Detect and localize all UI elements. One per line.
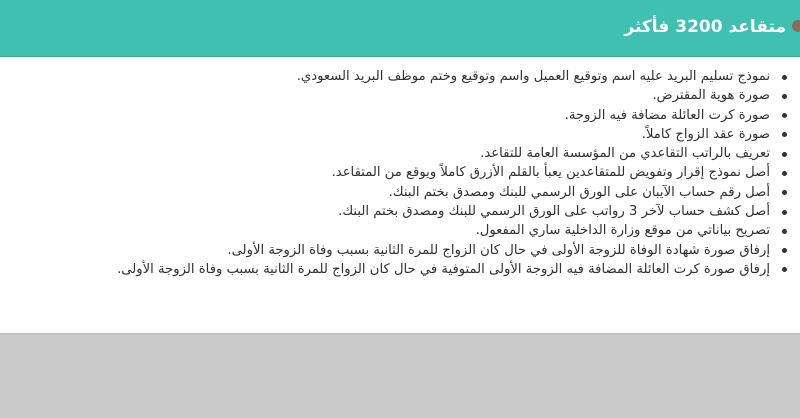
header-dot-icon (792, 20, 800, 32)
list-item (0, 221, 800, 240)
list-item (0, 144, 800, 163)
bullet-icon (782, 210, 787, 215)
bullet-icon (782, 190, 787, 195)
card-title: متقاعد 3200 فأكثر (624, 17, 786, 37)
list-item-text: إرفاق صورة شهادة الوفاة للزوجة الأولى في حال كان الزواج للمرة الثانية بسبب وفاة الزوجة الأولى. (227, 242, 770, 258)
list-item-text: أصل كشف حساب لآخر 3 رواتب على الورق الرسمي للبنك ومصدق بختم البنك. (338, 204, 770, 220)
list-item-text: أصل نموذج إقرار وتفويض للمتقاعدين يعبأ بالقلم الأزرق كاملاً ويوقع من المتقاعد. (331, 165, 770, 181)
list-item-text: تصريح بياناتي من موقع وزارة الداخلية ساري المفعول. (475, 223, 770, 239)
list-item (0, 67, 800, 86)
list-item-text: صورة هوية المقترض. (652, 88, 770, 104)
list-item (0, 260, 800, 279)
list-item-text: نموذج تسليم البريد عليه اسم وتوقيع العميل واسم وتوقيع وختم موظف البريد السعودي. (296, 69, 770, 84)
list-item-text: أصل رقم حساب الآيبان على الورق الرسمي للبنك ومصدق بختم البنك. (388, 184, 770, 200)
list-item (0, 202, 800, 221)
list-item (0, 125, 800, 144)
card-header (0, 0, 800, 57)
list-item (0, 163, 800, 182)
bullet-icon (782, 229, 787, 234)
bullet-icon (782, 171, 787, 176)
list-item-text: صورة عقد الزواج كاملاً. (641, 126, 770, 142)
list-item (0, 241, 800, 260)
list-item (0, 106, 800, 125)
list-item (0, 183, 800, 202)
bullet-icon (782, 113, 787, 118)
bullet-icon (782, 132, 787, 137)
bullet-icon (782, 267, 787, 272)
list-item (0, 86, 800, 105)
bullet-icon (782, 75, 787, 80)
list-item-text: إرفاق صورة كرت العائلة المضافة فيه الزوجة الأولى المتوفية في حال كان الزواج للمرة الثانية بسبب وفاة الزوجة الأولى. (117, 261, 770, 277)
list-item-text: صورة كرت العائلة مضافة فيه الزوجة. (564, 107, 770, 123)
requirements-list (0, 67, 800, 279)
bullet-icon (782, 248, 787, 253)
bullet-icon (782, 152, 787, 157)
list-item-text: تعريف بالراتب التقاعدي من المؤسسة العامة للتقاعد. (480, 146, 770, 162)
bullet-icon (782, 94, 787, 99)
